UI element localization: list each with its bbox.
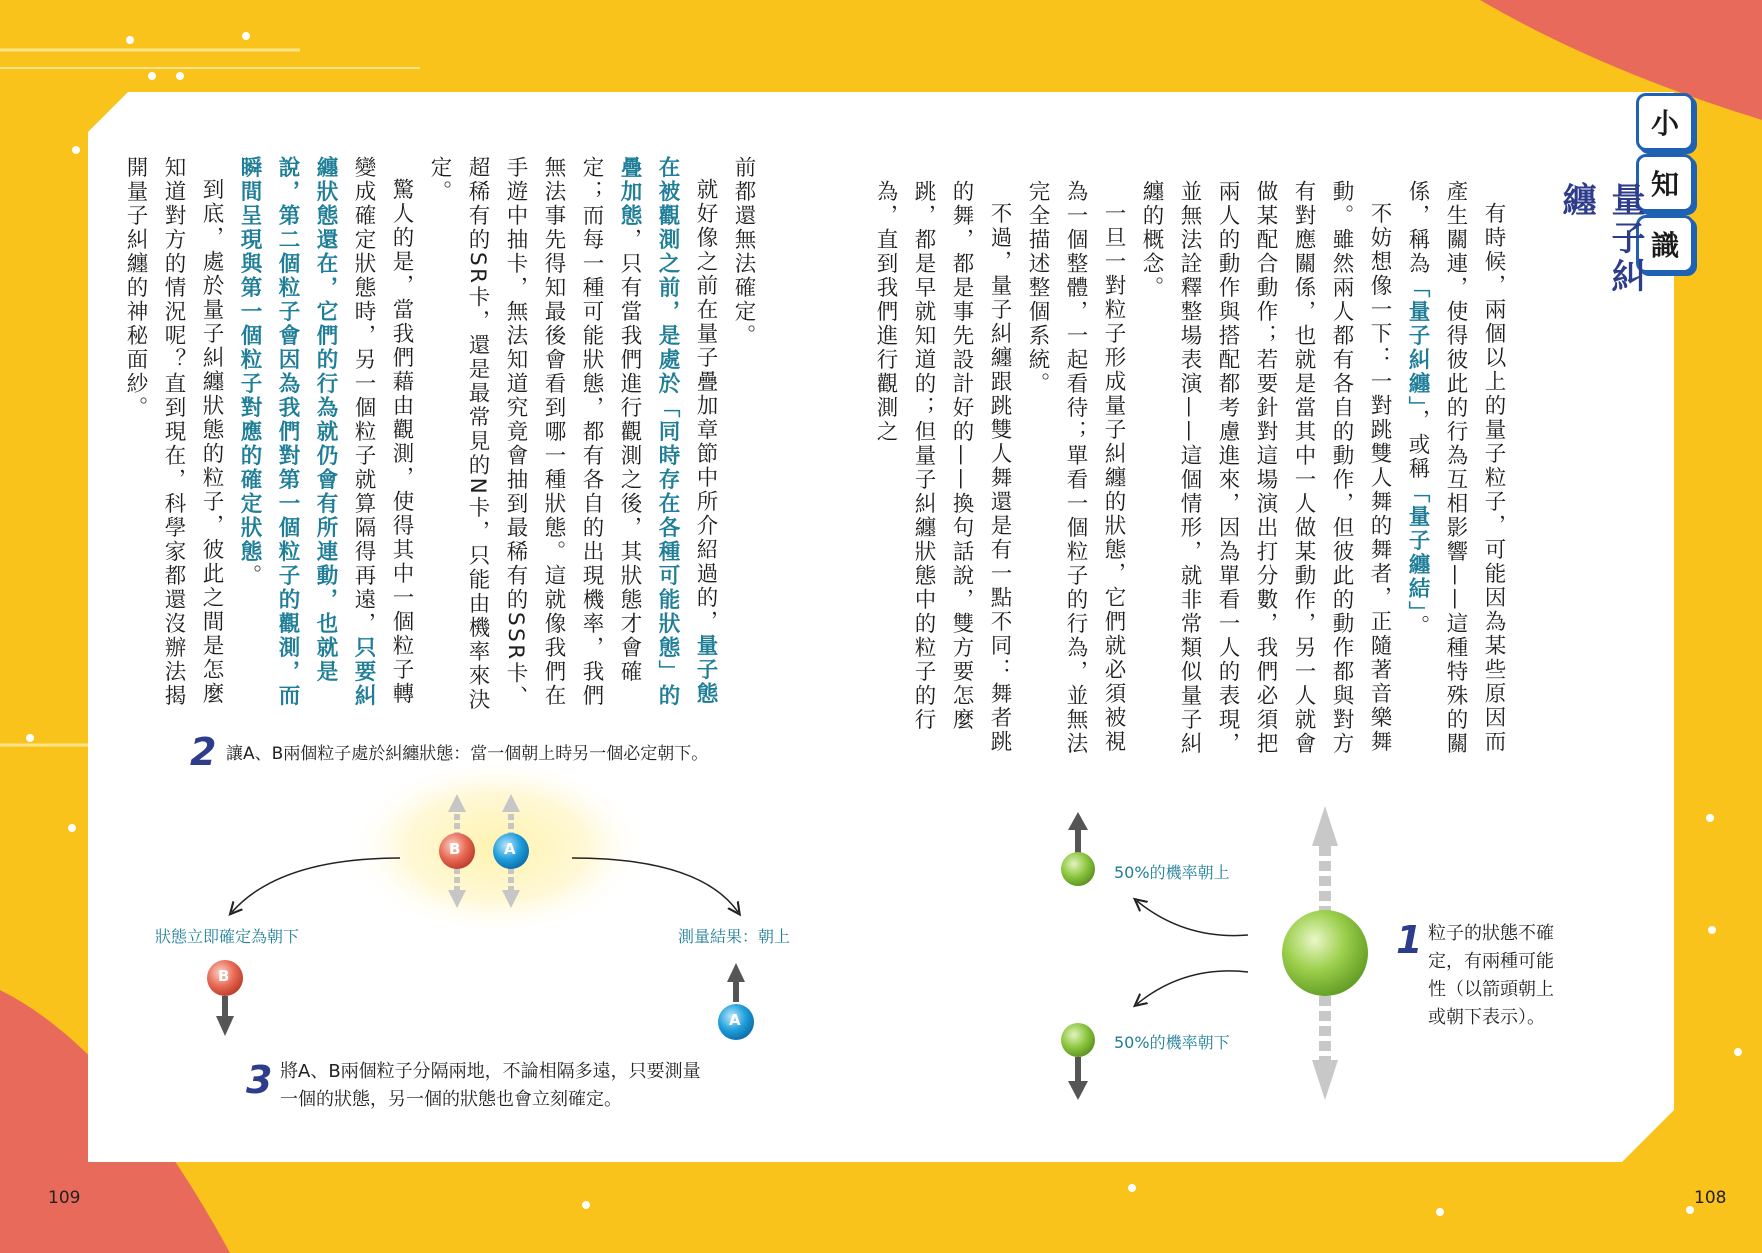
step-number-3: 3 [246, 1058, 273, 1102]
arrow-to-down [1137, 971, 1248, 1004]
sidebar-badge-char: 知 [1636, 154, 1694, 212]
particle-uncertain [1282, 910, 1368, 996]
figure-2-caption: 讓A、B兩個粒子處於糾纏狀態：當一個朝上時另一個必定朝下。 [226, 744, 709, 764]
right-paragraph-3: 一旦一對粒子形成量子糾纏的狀態，它們就必須被視為一個整體，一起看待；單看一個粒子的行為，並無法完全描述整個系統。 [1025, 180, 1126, 756]
figure-1-caption: 粒子的狀態不確 定，有兩種可能 性（以箭頭朝上 或朝下表示）。 [1428, 923, 1554, 1028]
page-number-right: 108 [1694, 1188, 1727, 1208]
label-measure-up: 測量結果：朝上 [678, 927, 791, 946]
particle-b-letter: B [218, 967, 230, 985]
left-paragraph-1: 就好像之前在量子疊加章節中所介紹過的，量子態在被觀測之前，是處於「同時存在各種可能狀態」的疊加態，只有當我們進行觀測之後，其狀態才會確定；而每一種可能狀態，都有各自的出現機率，我們無法事先得知最後會看到哪一種狀態。這就像我們在手遊中抽卡，無法知道究竟會抽到最稀有的SSR卡、超稀有的SR卡，還是最常見的N卡，只能由機率來決定。 [427, 156, 718, 713]
right-paragraph-2: 不妨想像一下：一對跳雙人舞的舞者，正隨著音樂舞動。雖然兩人都有各自的動作，但彼此的動作都與對方有對應關係，也就是當其中一人做某動作，另一人就會做某配合動作；若要針對這場演出打分數，我們必須把兩人的動作與搭配都考慮進來，因為單看一人的表現，並無法詮釋整場表演——這個情形，就非常類似量子糾纏的概念。 [1139, 180, 1392, 756]
page-number-left: 109 [48, 1188, 81, 1208]
section-title: 量子糾纏 [1556, 182, 1645, 296]
sidebar-badge-char: 小 [1636, 93, 1694, 151]
particle-a-letter: A [729, 1011, 741, 1029]
particle-up [1061, 812, 1095, 886]
particle-a-letter: A [504, 840, 516, 858]
left-paragraph-2: 驚人的是，當我們藉由觀測，使得其中一個粒子轉變成確定狀態時，另一個粒子就算隔得再遠，只要糾纏狀態還在，它們的行為就仍會有所連動，也就是說，第二個粒子會因為我們對第一個粒子的觀測，而瞬間呈現與第一個粒子對應的確定狀態。 [237, 156, 414, 708]
label-state-down: 狀態立即確定為朝下 [155, 927, 300, 946]
figure-3-caption: 將A、B兩個粒子分隔兩地，不論相隔多遠，只要測量 一個的狀態，另一個的狀態也會立刻確定。 [280, 1061, 701, 1110]
step-number-1: 1 [1396, 918, 1423, 962]
sidebar-badge-char: 識 [1636, 215, 1694, 273]
figure-2-diagram [207, 757, 754, 1040]
label-50-up: 50%的機率朝上 [1114, 863, 1230, 882]
particle-down [1061, 1023, 1095, 1100]
left-paragraph-0: 前都還無法確定。 [731, 156, 756, 348]
arrow-to-up [1137, 901, 1248, 936]
right-paragraph-4: 不過，量子糾纏跟跳雙人舞還是有一點不同：舞者跳的舞，都是事先設計好的——換句話說，雙方要怎麼跳，都是早就知道的；但量子糾纏狀態中的粒子的行為，直到我們進行觀測之 [873, 180, 1012, 754]
right-paragraph-1: 有時候，兩個以上的量子粒子，可能因為某些原因而產生關連，使得彼此的行為互相影響——這種特殊的關係，稱為「量子糾纏」，或稱「量子纏結」。 [1405, 180, 1506, 756]
particle-b-letter: B [449, 840, 461, 858]
label-50-down: 50%的機率朝下 [1114, 1033, 1230, 1052]
left-paragraph-3: 到底，處於量子糾纏狀態的粒子，彼此之間是怎麼知道對方的情況呢？直到現在，科學家都還沒辦法揭開量子糾纏的神秘面紗。 [123, 156, 224, 708]
step-number-2: 2 [190, 730, 217, 774]
